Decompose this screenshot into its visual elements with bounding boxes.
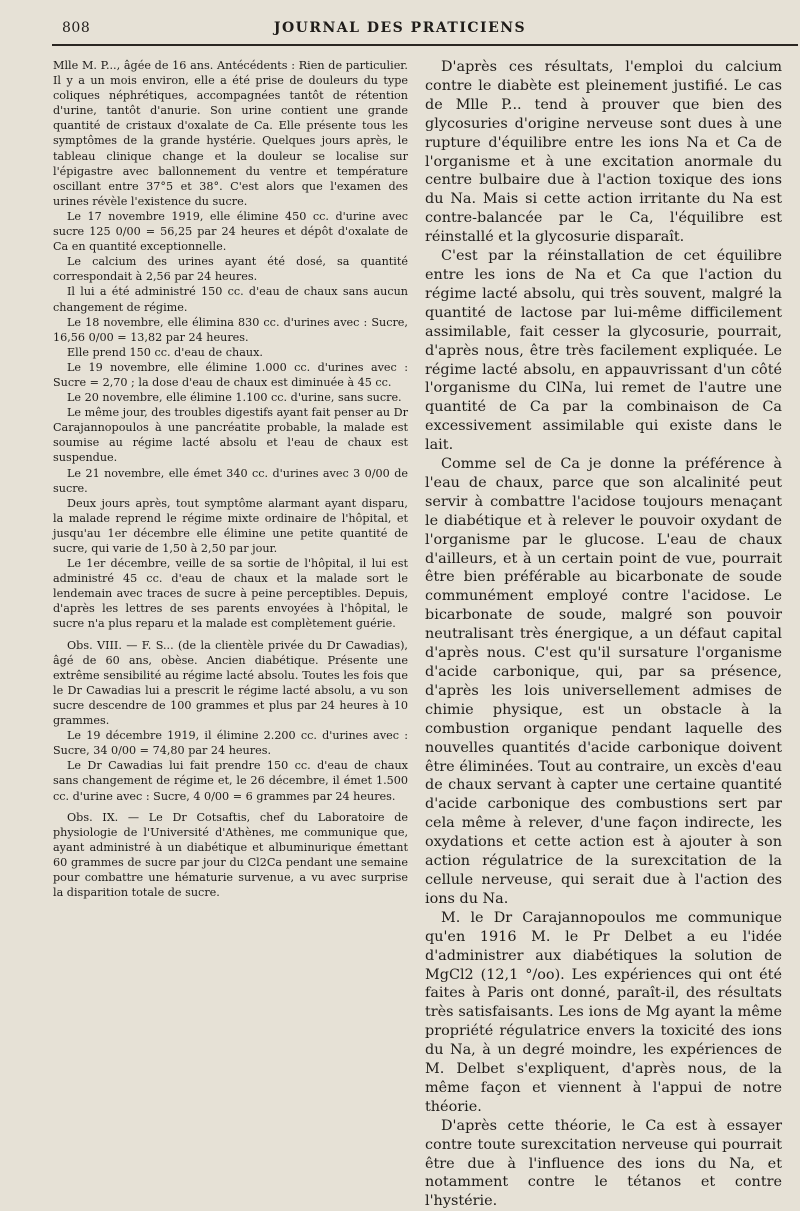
paragraph: Deux jours après, tout symptôme alarmant ayant disparu, la malade reprend le régime mixte ordinaire de l'hôpital, et jusqu'au 1er décembre elle élimine une petite quantité de sucre, qui varie de 1,50 à 2,50 par jour.: [53, 496, 408, 555]
observation-paragraph: Obs. IX. — Le Dr Cotsaftis, chef du Laboratoire de physiologie de l'Université d'Athènes, me communique que, ayant administré à un diabétique et albuminurique émettant 60 grammes de sucre par jour du Cl2Ca pendant une semaine pour combattre une hématurie survenue, a vu avec surprise la disparition totale de sucre.: [53, 810, 408, 900]
paragraph: Le calcium des urines ayant été dosé, sa quantité correspondait à 2,56 par 24 heures.: [53, 255, 408, 284]
paragraph: Le 17 novembre 1919, elle élimine 450 cc. d'urine avec sucre 125 0/00 = 56,25 par 24 heures et dépôt d'oxalate de Ca en quantité exceptionnelle.: [53, 209, 408, 254]
paragraph: Le 18 novembre, elle élimina 830 cc. d'urines avec : Sucre, 16,56 0/00 = 13,82 par 24 heures.: [53, 315, 408, 344]
paragraph: D'après ces résultats, l'emploi du calcium contre le diabète est pleinement justifié. Le cas de Mlle P... tend à prouver que bien des glycosuries d'origine nerveuse sont dues à une rupture d'équilibre entre les ions Na et Ca de l'organisme et à une excitation anormale du centre bulbaire due à l'action toxique des ions du Na. Mais si cette action irritante du Na est contre-balancée par le Ca, l'équilibre est réinstallé et la glycosurie disparaît.: [425, 59, 782, 246]
paragraph: Elle prend 150 cc. d'eau de chaux.: [67, 345, 263, 359]
paragraph: Le 1er décembre, veille de sa sortie de l'hôpital, il lui est administré 45 cc. d'eau de chaux et la malade sort le lendemain avec traces de sucre à peine perceptibles. Depuis, d'après les lettres de ses parents envoyées à l'hôpital, le sucre n'a plus reparu et la malade est complètement guérie.: [53, 557, 408, 631]
paragraph: Le 21 novembre, elle émet 340 cc. d'urines avec 3 0/00 de sucre.: [53, 466, 408, 495]
paragraph: D'après cette théorie, le Ca est à essayer contre toute surexcitation nerveuse qui pourrait être due à l'influence des ions du Na, et notamment contre le tétanos et contre l'hystérie.: [425, 1117, 782, 1210]
paragraph: Le 20 novembre, elle élimine 1.100 cc. d'urine, sans sucre.: [67, 391, 402, 405]
paragraph: Le 19 novembre, elle élimine 1.000 cc. d'urines avec : Sucre = 2,70 ; la dose d'eau de chaux est diminuée à 45 cc.: [53, 360, 408, 389]
observation-paragraph: Obs. VIII. — F. S... (de la clientèle privée du Dr Cawadias), âgé de 60 ans, obèse. Ancien diabétique. Présente une extrême sensibilité au régime lacté absolu. Toutes les fois que le Dr Cawadias lui a prescrit le régime lacté absolu, a vu son sucre descendre de 100 grammes et plus par 24 heures à 10 grammes.: [53, 638, 408, 728]
page-header: [0, 0, 800, 44]
paragraph: Le Dr Cawadias lui fait prendre 150 cc. d'eau de chaux sans changement de régime et, le 26 décembre, il émet 1.500 cc. d'urine avec : Sucre, 4 0/00 = 6 grammes par 24 heures.: [53, 759, 408, 803]
journal-title: JOURNAL DES PRATICIENS: [273, 20, 527, 36]
paragraph: Le même jour, des troubles digestifs ayant fait penser au Dr Carajannopoulos à une pancréatite probable, la malade est soumise au régime lacté absolu et l'eau de chaux est suspendue.: [53, 406, 408, 465]
paragraph: Comme sel de Ca je donne la préférence à l'eau de chaux, parce que son alcalinité peut servir à combattre l'acidose toujours menaçant le diabétique et à relever le pouvoir oxydant de l'organisme par le glucose. L'eau de chaux d'ailleurs, et à un certain point de vue, pourrait être bien préférable au bicarbonate de soude communément employé contre l'acidose. Le bicarbonate de soude, malgré son pouvoir neutralisant très énergique, a un défaut capital d'après nous. C'est qu'il sursature l'organisme d'acide carbonique, qui, par sa présence, d'après les lois universellement admises de chimie physique, est un obstacle à la combustion organique pendant laquelle des nouvelles quantités d'acide carbonique doivent être éliminées. Tout au contraire, un excès d'eau de chaux servant à capter une certaine quantité d'acide carbonique des combustions sert par cela même à relever, d'une façon indirecte, les oxydations et cette action est à ajouter à son action régulatrice de la surexcitation de la cellule nerveuse, qui serait due à l'action des ions du Na.: [425, 456, 782, 907]
left-column: [53, 58, 408, 900]
header-rule: [52, 44, 798, 46]
paragraph: M. le Dr Carajannopoulos me communique qu'en 1916 M. le Pr Delbet a eu l'idée d'administrer aux diabétiques la solution de MgCl2 (12,1 °/oo). Les expériences qui ont été faites à Paris ont donné, paraît-il, des résultats très satisfaisants. Les ions de Mg ayant la même propriété régulatrice envers la toxicité des ions du Na, à un degré moindre, les expériences de M. Delbet s'expliquent, d'après nous, de la même façon et viennent à l'appui de notre théorie.: [425, 909, 782, 1115]
page-number: 808: [62, 20, 91, 36]
paragraph: Mlle M. P..., âgée de 16 ans. Antécédents : Rien de particulier. Il y a un mois environ, elle a été prise de douleurs du type coliques néphrétiques, accompagnées tantôt de rétention d'urine, tantôt d'anurie. Son urine contient une grande quantité de cristaux d'oxalate de Ca. Elle présente tous les symptômes de la grande hystérie. Quelques jours après, le tableau clinique change et la douleur se localise sur l'épigastre avec ballonnement du ventre et température oscillant entre 37°5 et 38°. C'est alors que l'examen des urines révèle l'existence du sucre.: [53, 59, 408, 208]
right-column: [425, 58, 782, 1211]
paragraph: Il lui a été administré 150 cc. d'eau de chaux sans aucun changement de régime.: [53, 285, 408, 314]
paragraph: Le 19 décembre 1919, il élimine 2.200 cc. d'urines avec : Sucre, 34 0/00 = 74,80 par 24 heures.: [53, 729, 408, 758]
paragraph: C'est par la réinstallation de cet équilibre entre les ions de Na et Ca que l'action du régime lacté absolu, qui très souvent, malgré la quantité de lactose par lui-même difficilement assimilable, fait cesser la glycosurie, pourrait, d'après nous, être très facilement expliquée. Le régime lacté absolu, en appauvrissant d'un côté l'organisme du ClNa, lui remet de l'autre une quantité de Ca par la combinaison de Ca excessivement assimilable qui existe dans le lait.: [425, 248, 782, 454]
